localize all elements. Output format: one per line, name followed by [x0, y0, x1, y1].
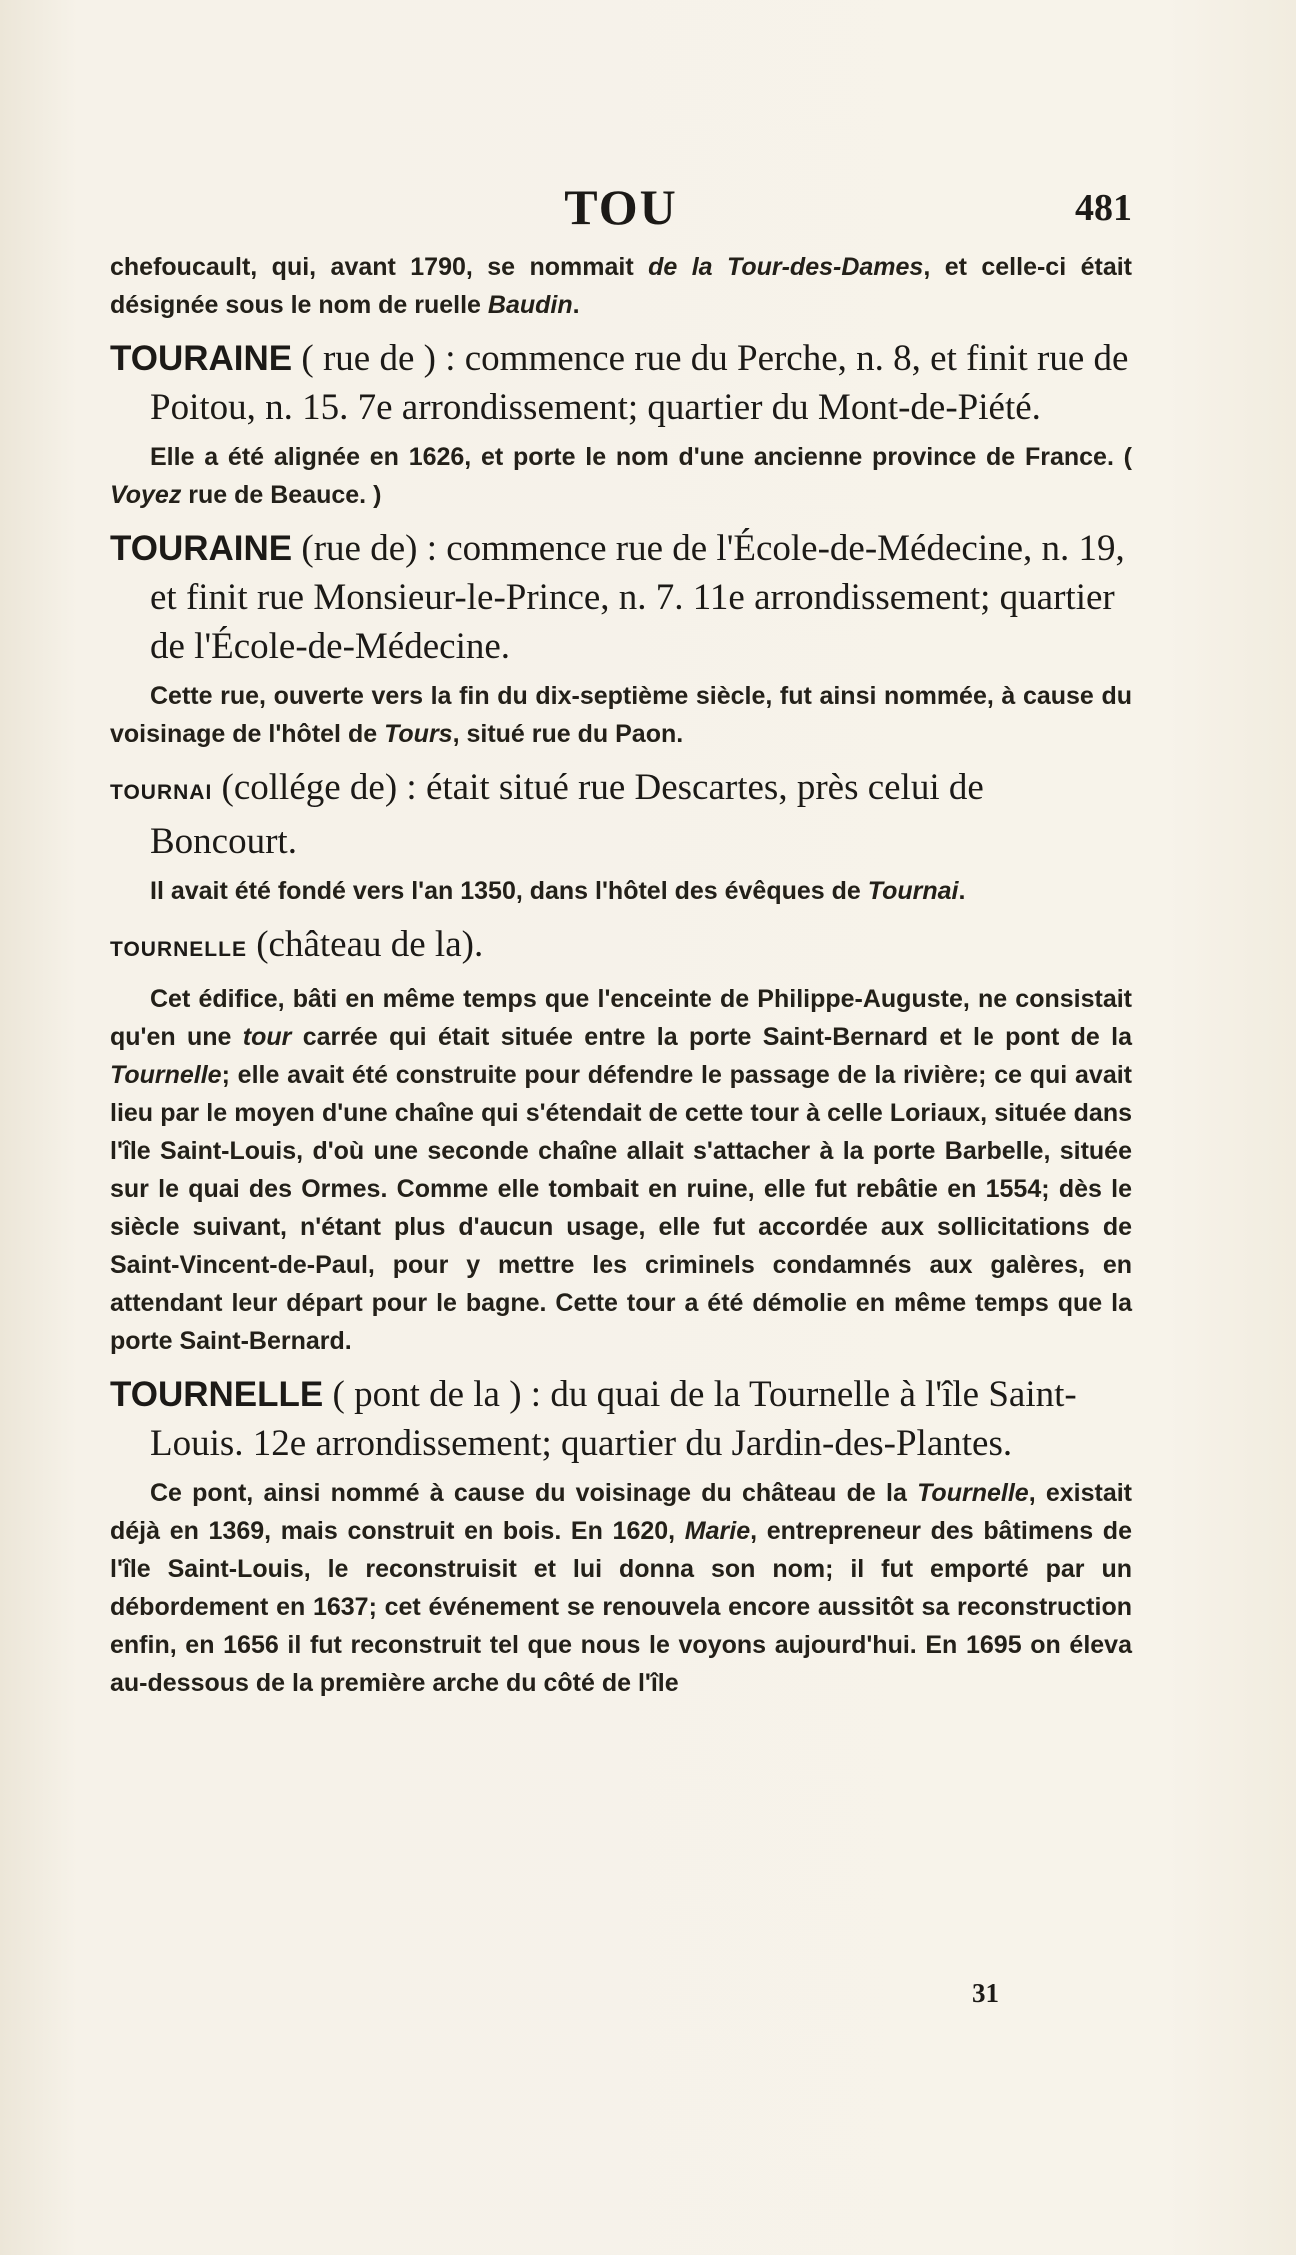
- entry-note: [110, 1474, 1132, 1702]
- intro-text: chefoucault, qui, avant 1790, se nommait: [110, 253, 649, 281]
- note-italic: Marie: [684, 1517, 751, 1545]
- note-italic: Tournelle: [917, 1479, 1029, 1507]
- note-italic: Tournelle: [110, 1061, 222, 1089]
- headword: TOURAINE: [110, 529, 293, 568]
- intro-text: , et celle-ci était désignée sous le nom de ruelle: [110, 253, 1132, 319]
- intro-paragraph: [110, 248, 1132, 324]
- note-text: , entrepreneur des bâtimens de l'île Saint-Louis, le reconstruisit et lui donna son nom; il fut emporté par un débordement en 1637; cet événement se renouvela encore aussitôt sa reconstruction enfin, en 1656 il fut reconstruit tel que nous le voyons aujourd'hui. En 1695 on éleva au-dessous de la première arche du côté de l'île: [110, 1517, 1132, 1697]
- entry-heading: [110, 763, 1132, 866]
- note-text: , existait déjà en 1369, mais construit en bois. En 1620,: [110, 1479, 1132, 1545]
- entry-touraine-2: [110, 524, 1132, 753]
- note-text: .: [958, 877, 966, 905]
- entry-note: [110, 677, 1132, 753]
- page-number: 481: [1075, 187, 1132, 229]
- note-text: carrée qui était située entre la porte Saint-Bernard et le pont de la: [291, 1023, 1133, 1051]
- intro-italic: Baudin: [487, 291, 573, 319]
- note-italic: Tournai: [867, 877, 959, 905]
- entry-note: [110, 980, 1132, 1360]
- entry-note: [110, 438, 1132, 514]
- entry-tournai: [110, 763, 1132, 910]
- entry-heading-text: (collége de) : était situé rue Descartes, près celui de Boncourt.: [150, 767, 984, 862]
- signature-mark: 31: [972, 1978, 999, 2008]
- note-text: Il avait été fondé vers l'an 1350, dans l'hôtel des évêques de: [150, 877, 868, 905]
- note-italic: Tours: [384, 720, 453, 748]
- note-text: ; elle avait été construite pour défendre le passage de la rivière; ce qui avait lieu par le moyen d'une chaîne qui s'étendait de cette tour à celle Loriaux, située dans l'île Saint-Louis, d'où une seconde chaîne allait s'attacher à la porte Barbelle, située sur le quai des Ormes. Comme elle tombait en ruine, elle fut rebâtie en 1554; dès le siècle suivant, n'étant plus d'aucun usage, elle fut accordée aux sollicitations de Saint-Vincent-de-Paul, pour y mettre les criminels condamnés aux galères, en attendant leur départ pour le bagne. Cette tour a été démolie en même temps que la porte Saint-Bernard.: [110, 1061, 1132, 1355]
- entry-note: [110, 872, 1132, 910]
- headword: TOURAINE: [110, 339, 293, 378]
- entry-tournelle-pont: [110, 1370, 1132, 1702]
- intro-text: .: [572, 291, 580, 319]
- note-text: Cette rue, ouverte vers la fin du dix-septième siècle, fut ainsi nommée, à cause du voisinage de l'hôtel de: [110, 682, 1132, 748]
- note-text: rue de Beauce. ): [181, 481, 382, 509]
- page-header: [110, 168, 1132, 238]
- headword: TOURNAI: [110, 781, 213, 804]
- entry-tournelle-chateau: [110, 920, 1132, 1360]
- running-head: TOU: [564, 179, 678, 235]
- note-italic: Voyez: [110, 481, 182, 509]
- headword: TOURNELLE: [110, 1375, 324, 1414]
- headword: TOURNELLE: [110, 938, 247, 961]
- intro-italic: de la Tour-des-Dames: [648, 253, 924, 281]
- entry-heading: [110, 1370, 1132, 1468]
- note-text: Elle a été alignée en 1626, et porte le nom d'une ancienne province de France. (: [150, 443, 1132, 471]
- page-text: [110, 248, 1132, 1702]
- entry-heading-text: (château de la).: [246, 924, 484, 965]
- entry-heading: [110, 334, 1132, 432]
- entry-touraine-1: [110, 334, 1132, 514]
- entry-heading-text: ( pont de la ) : du quai de la Tournelle à l'île Saint-Louis. 12e arrondissement; quartier du Jardin-des-Plantes.: [150, 1374, 1077, 1464]
- note-text: Cet édifice, bâti en même temps que l'enceinte de Philippe-Auguste, ne consistait qu'en une: [110, 985, 1132, 1051]
- note-text: Ce pont, ainsi nommé à cause du voisinage du château de la: [150, 1479, 918, 1507]
- entry-heading: [110, 920, 1132, 974]
- entry-heading-text: ( rue de ) : commence rue du Perche, n. 8, et finit rue de Poitou, n. 15. 7e arrondissement; quartier du Mont-de-Piété.: [150, 338, 1129, 428]
- entry-heading-text: (rue de) : commence rue de l'École-de-Médecine, n. 19, et finit rue Monsieur-le-Prince, n. 7. 11e arrondissement; quartier de l'École-de-Médecine.: [150, 528, 1125, 667]
- note-text: , situé rue du Paon.: [452, 720, 684, 748]
- note-italic: tour: [242, 1023, 292, 1051]
- entry-heading: [110, 524, 1132, 671]
